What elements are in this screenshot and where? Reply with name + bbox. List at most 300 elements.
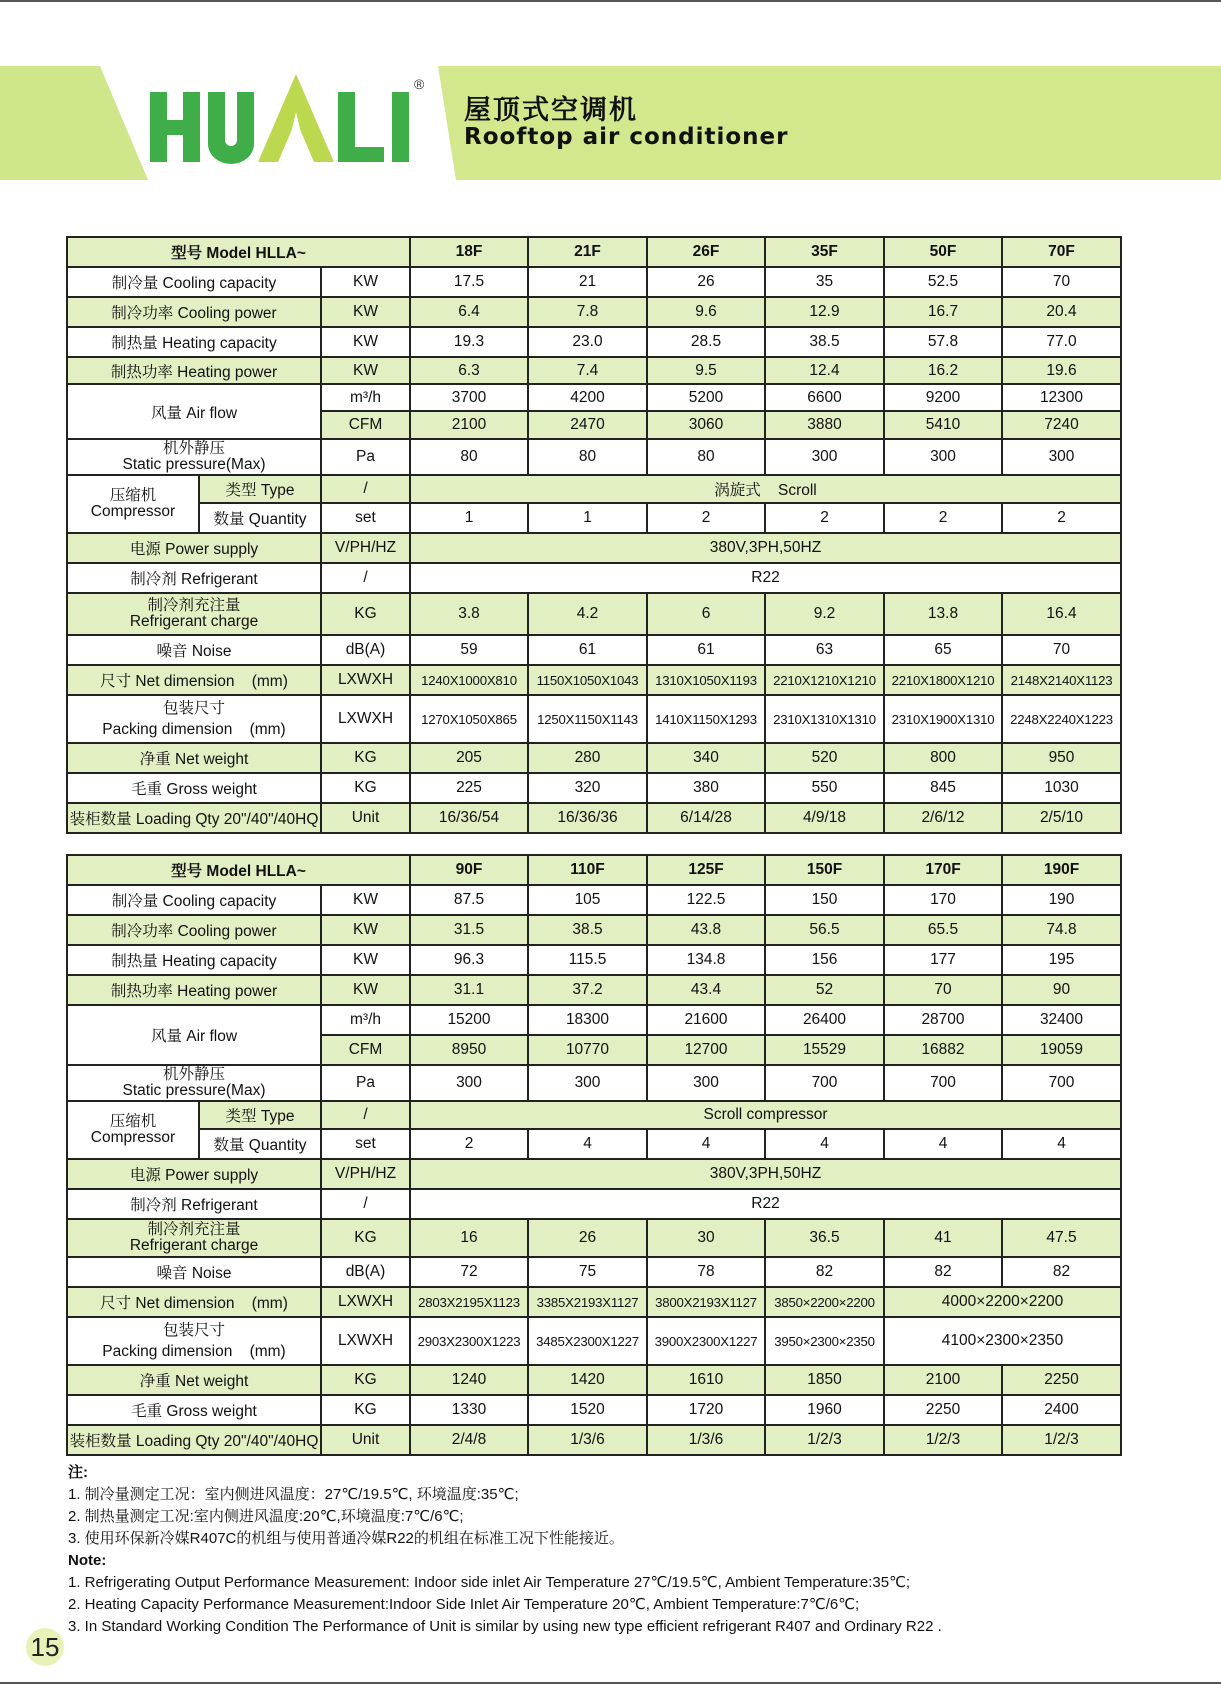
row-label: 尺寸 Net dimension (mm) [67,665,321,695]
value-cell: 2 [1002,503,1121,533]
row-label: 制冷量 Cooling capacity [67,885,321,915]
unit-cell: set [321,503,410,533]
table-row [67,357,1121,384]
value-cell: 320 [528,773,647,803]
value-cell: 21600 [647,1005,765,1035]
value-cell: 2 [765,503,884,533]
model-cell: 110F [528,855,647,885]
value-cell: 156 [765,945,884,975]
value-cell: 2 [884,503,1002,533]
value-cell: 12.4 [765,357,884,384]
table-row [67,439,1121,475]
value-cell: 16/36/36 [528,803,647,833]
huali-logo [150,74,416,170]
value-cell: 61 [528,635,647,665]
table-row [67,695,1121,743]
row-label: 电源 Power supply [67,1159,321,1189]
table-row [67,945,1121,975]
value-cell: 17.5 [410,267,528,297]
value-cell: 12700 [647,1035,765,1065]
unit-cell: Unit [321,1425,410,1455]
table-row [67,915,1121,945]
value-cell: 19.6 [1002,357,1121,384]
row-label: 净重 Net weight [67,1365,321,1395]
table-row [67,1159,1121,1189]
row-label: 制冷剂 Refrigerant [67,1189,321,1219]
value-cell: 16.2 [884,357,1002,384]
value-cell: 9.5 [647,357,765,384]
header-banner [0,66,1221,182]
value-cell: 2100 [884,1365,1002,1395]
row-label: 尺寸 Net dimension (mm) [67,1287,321,1317]
value-cell: 3880 [765,411,884,439]
value-cell: 1/2/3 [765,1425,884,1455]
value-cell: 2/4/8 [410,1425,528,1455]
notes-heading-en: Note: [68,1552,107,1569]
page-number: 15 [30,1632,60,1662]
value-cell: 3800X2193X1127 [647,1287,765,1317]
value-cell: 70 [1002,267,1121,297]
row-label: 装柜数量 Loading Qty 20"/40"/40HQ [67,803,321,833]
value-cell: 300 [884,439,1002,475]
model-cell: 18F [410,237,528,267]
unit-cell: CFM [321,1035,410,1065]
unit-cell: m³/h [321,1005,410,1035]
value-cell: 2250 [1002,1365,1121,1395]
value-cell: 75 [528,1257,647,1287]
value-cell: 65 [884,635,1002,665]
row-label-en: Static pressure(Max) [122,1082,266,1099]
value-cell: 80 [410,439,528,475]
value-cell: 115.5 [528,945,647,975]
value-cell: 300 [410,1065,528,1101]
unit-cell: / [321,475,410,503]
model-cell: 70F [1002,237,1121,267]
value-cell: 12300 [1002,384,1121,411]
value-cell: 16/36/54 [410,803,528,833]
value-cell: 2/6/12 [884,803,1002,833]
value-cell: 150 [765,885,884,915]
value-cell: 300 [528,1065,647,1101]
value-cell: 4 [647,1129,765,1159]
value-cell: 80 [528,439,647,475]
table-row [67,1005,1121,1035]
title-chinese: 屋顶式空调机 [464,95,638,126]
row-label: 噪音 Noise [67,1257,321,1287]
table-row [67,1317,1121,1365]
value-cell: 340 [647,743,765,773]
value-cell: 1410X1150X1293 [647,695,765,743]
value-cell: 32400 [1002,1005,1121,1035]
value-cell: 1240X1000X810 [410,665,528,695]
value-cell: 2148X2140X1123 [1002,665,1121,695]
model-cell: 50F [884,237,1002,267]
row-label: 毛重 Gross weight [67,773,321,803]
row-label: 制冷功率 Cooling power [67,915,321,945]
unit-cell: LXWXH [321,1317,410,1365]
value-cell: 3385X2193X1127 [528,1287,647,1317]
value-cell: 30 [647,1219,765,1257]
spec-table-2 [66,854,1122,1456]
value-cell: 31.1 [410,975,528,1005]
spec-table-1 [66,236,1122,834]
row-label: 风量 Air flow [67,384,321,439]
value-cell: 520 [765,743,884,773]
table-row [67,327,1121,357]
value-cell: 16882 [884,1035,1002,1065]
model-cell: 190F [1002,855,1121,885]
unit-cell: dB(A) [321,635,410,665]
unit-cell: CFM [321,411,410,439]
value-cell: 37.2 [528,975,647,1005]
row-label: 电源 Power supply [67,533,321,563]
value-cell: R22 [410,1189,1121,1219]
table-row [67,1257,1121,1287]
row-label: 数量 Quantity [199,1129,321,1159]
value-cell: 35 [765,267,884,297]
value-cell: 43.8 [647,915,765,945]
table-row [67,384,1121,411]
value-cell: 61 [647,635,765,665]
value-cell: 7.4 [528,357,647,384]
value-cell: 82 [884,1257,1002,1287]
value-cell: 19.3 [410,327,528,357]
value-cell: 300 [765,439,884,475]
table-row [67,803,1121,833]
table-row [67,1365,1121,1395]
value-cell: 845 [884,773,1002,803]
value-cell: 65.5 [884,915,1002,945]
value-cell: 38.5 [765,327,884,357]
unit-cell: KW [321,357,410,384]
row-label-cn: 机外静压 [162,1066,225,1083]
unit-cell: LXWXH [321,1287,410,1317]
value-cell: 10770 [528,1035,647,1065]
value-cell: 36.5 [765,1219,884,1257]
value-cell: 3485X2300X1227 [528,1317,647,1365]
value-cell: 225 [410,773,528,803]
row-label: 类型 Type [199,1101,321,1129]
value-cell: 8950 [410,1035,528,1065]
row-label: 制热功率 Heating power [67,975,321,1005]
value-cell: 26 [528,1219,647,1257]
value-cell: 380V,3PH,50HZ [410,533,1121,563]
value-cell: 43.4 [647,975,765,1005]
unit-cell: m³/h [321,384,410,411]
notes-heading-cn: 注: [68,1464,88,1481]
value-cell: 4200 [528,384,647,411]
value-cell: 1250X1150X1143 [528,695,647,743]
value-cell: 6 [647,593,765,635]
value-cell: 18300 [528,1005,647,1035]
unit-cell: / [321,1189,410,1219]
table-row [67,975,1121,1005]
value-cell: 1150X1050X1043 [528,665,647,695]
row-label-cn: 压缩机 [109,1113,157,1130]
row-label: 毛重 Gross weight [67,1395,321,1425]
row-label-cn: 制冷剂充注量 [147,597,241,614]
row-label: 风量 Air flow [67,1005,321,1065]
table-row [67,1425,1121,1455]
value-cell: 6600 [765,384,884,411]
value-cell: 3700 [410,384,528,411]
note-item: 1. Refrigerating Output Performance Measurement: Indoor side inlet Air Temperature 27℃/19.5℃, Ambient Temperature:35℃; [68,1574,911,1591]
unit-cell: KG [321,1365,410,1395]
row-label-cn: 机外静压 [162,440,225,457]
value-cell: 23.0 [528,327,647,357]
value-cell: 52 [765,975,884,1005]
value-cell: 3060 [647,411,765,439]
table-row [67,1287,1121,1317]
row-label-en: Refrigerant charge [129,613,259,630]
value-cell: 2210X1800X1210 [884,665,1002,695]
value-cell: 380V,3PH,50HZ [410,1159,1121,1189]
value-cell: 16.4 [1002,593,1121,635]
table-row [67,1395,1121,1425]
unit-cell: KG [321,773,410,803]
value-cell: 1/2/3 [1002,1425,1121,1455]
unit-cell: KW [321,267,410,297]
value-cell: 1/3/6 [528,1425,647,1455]
row-label [67,1219,321,1257]
value-cell: 2400 [1002,1395,1121,1425]
value-cell: 3900X2300X1227 [647,1317,765,1365]
value-cell: 4/9/18 [765,803,884,833]
value-cell: 20.4 [1002,297,1121,327]
value-cell: 380 [647,773,765,803]
value-cell: 1 [528,503,647,533]
value-cell: 16 [410,1219,528,1257]
value-cell: 63 [765,635,884,665]
unit-cell: / [321,563,410,593]
table-row [67,563,1121,593]
value-cell: 4 [884,1129,1002,1159]
unit-cell: Pa [321,1065,410,1101]
row-label [67,439,321,475]
value-cell: 1310X1050X1193 [647,665,765,695]
value-cell: 1/2/3 [884,1425,1002,1455]
value-cell: 16.7 [884,297,1002,327]
row-label-cn: 包装尺寸 [162,700,225,717]
value-cell: R22 [410,563,1121,593]
unit-cell: LXWXH [321,695,410,743]
row-label: 净重 Net weight [67,743,321,773]
unit-cell: KG [321,743,410,773]
unit-cell: KG [321,1219,410,1257]
value-cell: 90 [1002,975,1121,1005]
value-cell: 4000×2200×2200 [884,1287,1121,1317]
table-header-row [67,237,1121,267]
value-cell: 38.5 [528,915,647,945]
row-label-cn: 制冷剂充注量 [147,1221,241,1238]
row-label [67,1065,321,1101]
value-cell: 4 [1002,1129,1121,1159]
value-cell: 1330 [410,1395,528,1425]
value-cell: 550 [765,773,884,803]
value-cell: 300 [647,1065,765,1101]
value-cell: 57.8 [884,327,1002,357]
value-cell: 2903X2300X1223 [410,1317,528,1365]
value-cell: 2248X2240X1223 [1002,695,1121,743]
row-label [67,695,321,743]
value-cell: 6.4 [410,297,528,327]
value-cell: 2 [410,1129,528,1159]
value-cell: 28700 [884,1005,1002,1035]
table-row [67,773,1121,803]
value-cell: 15529 [765,1035,884,1065]
value-cell: 950 [1002,743,1121,773]
row-label: 数量 Quantity [199,503,321,533]
value-cell: 1270X1050X865 [410,695,528,743]
value-cell: 205 [410,743,528,773]
unit-cell: Pa [321,439,410,475]
unit-cell: V/PH/HZ [321,1159,410,1189]
unit-cell: LXWXH [321,665,410,695]
value-cell: 9200 [884,384,1002,411]
note-item: 2. Heating Capacity Performance Measurement:Indoor Side Inlet Air Temperature 20℃, Ambient Temperature:7℃/6℃; [68,1596,860,1613]
unit-cell: KW [321,945,410,975]
notes-section [68,1462,1188,1638]
note-item: 2. 制热量测定工况:室内侧进风温度:20℃,环境温度:7℃/6℃; [68,1508,464,1525]
table-row [67,267,1121,297]
value-cell: 5410 [884,411,1002,439]
unit-cell: KW [321,327,410,357]
value-cell: 134.8 [647,945,765,975]
unit-cell: V/PH/HZ [321,533,410,563]
model-cell: 26F [647,237,765,267]
value-cell: 7.8 [528,297,647,327]
value-cell: 9.6 [647,297,765,327]
model-cell: 125F [647,855,765,885]
value-cell: 3950×2300×2350 [765,1317,884,1365]
model-cell: 90F [410,855,528,885]
value-cell: 41 [884,1219,1002,1257]
value-cell: 82 [1002,1257,1121,1287]
value-cell: 1/3/6 [647,1425,765,1455]
value-cell: 7240 [1002,411,1121,439]
model-cell: 170F [884,855,1002,885]
table-row [67,475,1121,503]
table-row [67,533,1121,563]
row-label [67,1317,321,1365]
unit-cell: KG [321,593,410,635]
row-label: 制冷量 Cooling capacity [67,267,321,297]
row-label-en: Packing dimension (mm) [102,1343,286,1360]
row-label: 装柜数量 Loading Qty 20"/40"/40HQ [67,1425,321,1455]
row-label-en: Refrigerant charge [129,1237,259,1254]
model-cell: 150F [765,855,884,885]
unit-cell: KW [321,975,410,1005]
value-cell: 87.5 [410,885,528,915]
value-cell: 300 [1002,439,1121,475]
value-cell: 4.2 [528,593,647,635]
value-cell: 195 [1002,945,1121,975]
value-cell: 15200 [410,1005,528,1035]
value-cell: 31.5 [410,915,528,945]
value-cell: 1030 [1002,773,1121,803]
value-cell: 4100×2300×2350 [884,1317,1121,1365]
table-row [67,743,1121,773]
top-border [0,0,1221,2]
unit-cell: KW [321,297,410,327]
value-cell: 2 [647,503,765,533]
value-cell: 2210X1210X1210 [765,665,884,695]
value-cell: 1520 [528,1395,647,1425]
note-item: 1. 制冷量测定工况：室内侧进风温度：27℃/19.5℃, 环境温度:35℃; [68,1486,519,1503]
value-cell: 96.3 [410,945,528,975]
row-label: 制热功率 Heating power [67,357,321,384]
value-cell: 26 [647,267,765,297]
value-cell: 122.5 [647,885,765,915]
value-cell: 19059 [1002,1035,1121,1065]
table-row [67,593,1121,635]
value-cell: 2/5/10 [1002,803,1121,833]
row-label-en: Static pressure(Max) [122,456,266,473]
row-label-en: Compressor [90,503,176,520]
row-label-cn: 压缩机 [109,487,157,504]
value-cell: 74.8 [1002,915,1121,945]
value-cell: 1960 [765,1395,884,1425]
value-cell: 2470 [528,411,647,439]
row-label-cn: 包装尺寸 [162,1322,225,1339]
table-row [67,1129,1121,1159]
value-cell: 56.5 [765,915,884,945]
value-cell: 6/14/28 [647,803,765,833]
registered-mark: ® [414,76,425,92]
value-cell: 1850 [765,1365,884,1395]
value-cell: 1720 [647,1395,765,1425]
value-cell: 2310X1310X1310 [765,695,884,743]
value-cell: 280 [528,743,647,773]
value-cell: 70 [884,975,1002,1005]
model-header-label: 型号 Model HLLA~ [67,855,410,885]
note-item: 3. 使用环保新冷媒R407C的机组与使用普通冷媒R22的机组在标准工况下性能接近。 [68,1530,624,1547]
unit-cell: KW [321,885,410,915]
row-label-en: Compressor [90,1129,176,1146]
table-row [67,665,1121,695]
value-cell: 1420 [528,1365,647,1395]
row-label: 制热量 Heating capacity [67,327,321,357]
value-cell: 2310X1900X1310 [884,695,1002,743]
row-label: 噪音 Noise [67,635,321,665]
unit-cell: set [321,1129,410,1159]
value-cell: 47.5 [1002,1219,1121,1257]
value-cell: 5200 [647,384,765,411]
unit-cell: / [321,1101,410,1129]
value-cell: 26400 [765,1005,884,1035]
value-cell: 1240 [410,1365,528,1395]
table-header-row [67,855,1121,885]
table-row [67,297,1121,327]
value-cell: 6.3 [410,357,528,384]
value-cell: 3.8 [410,593,528,635]
value-cell: 59 [410,635,528,665]
table-row [67,635,1121,665]
table-row [67,885,1121,915]
value-cell: 78 [647,1257,765,1287]
value-cell: 190 [1002,885,1121,915]
value-cell: 3850×2200×2200 [765,1287,884,1317]
value-cell: 170 [884,885,1002,915]
value-cell: 800 [884,743,1002,773]
value-cell: 12.9 [765,297,884,327]
value-cell: 28.5 [647,327,765,357]
note-item: 3. In Standard Working Condition The Performance of Unit is similar by using new type efficient refrigerant R407 and Ordinary R22 . [68,1618,942,1635]
row-label [67,593,321,635]
compressor-label [67,475,199,533]
value-cell: 13.8 [884,593,1002,635]
unit-cell: KW [321,915,410,945]
